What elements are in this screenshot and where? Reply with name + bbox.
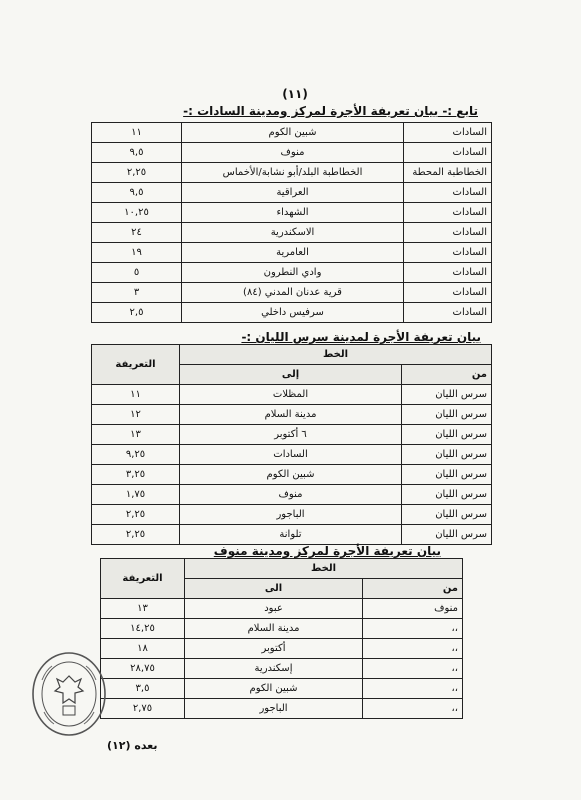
cell-to: العامرية (182, 243, 404, 263)
section3-table (100, 558, 463, 719)
cell-price: ٩,٢٥ (92, 445, 180, 465)
section3-title: بيان تعريفة الأجرة لمركز ومدينة منوف (213, 544, 441, 558)
cell-price: ١١ (92, 123, 182, 143)
cell-price: ٣ (92, 283, 182, 303)
cell-to: منوف (182, 143, 404, 163)
table-row (92, 485, 492, 505)
table-row (101, 679, 463, 699)
cell-from: سرس الليان (402, 485, 492, 505)
cell-price: ١٩ (92, 243, 182, 263)
table-row (101, 659, 463, 679)
cell-from: السادات (404, 283, 492, 303)
cell-to: ٦ أكتوبر (180, 425, 402, 445)
cell-from: ،، (363, 679, 463, 699)
cell-to: عبود (185, 599, 363, 619)
official-seal-icon (30, 650, 108, 738)
cell-from: سرس الليان (402, 405, 492, 425)
cell-to: الباجور (185, 699, 363, 719)
cell-to: تلوانة (180, 525, 402, 545)
cell-price: ٢٤ (92, 223, 182, 243)
header-from: من (363, 579, 463, 599)
cell-from: سرس الليان (402, 465, 492, 485)
cell-from: السادات (404, 183, 492, 203)
cell-from: السادات (404, 263, 492, 283)
section1-title: تابع :- بيان تعريفة الأجرة لمركز ومدينة السادات :- (183, 104, 478, 118)
cell-price: ٢,٢٥ (92, 505, 180, 525)
header-to: الى (185, 579, 363, 599)
header-line: الخط (185, 559, 463, 579)
cell-from: ،، (363, 659, 463, 679)
table-row (92, 243, 492, 263)
cell-to: منوف (180, 485, 402, 505)
cell-price: ٩,٥ (92, 183, 182, 203)
cell-from: سرس الليان (402, 525, 492, 545)
cell-price: ٢,٢٥ (92, 525, 180, 545)
section1-table (91, 122, 492, 323)
cell-price: ٢,٢٥ (92, 163, 182, 183)
header-price: التعريفة (92, 345, 180, 385)
cell-price: ٣,٢٥ (92, 465, 180, 485)
cell-to: أكتوبر (185, 639, 363, 659)
cell-price: ٢,٥ (92, 303, 182, 323)
cell-price: ٢٨,٧٥ (101, 659, 185, 679)
table-row (92, 445, 492, 465)
cell-from: سرس الليان (402, 425, 492, 445)
table-row (92, 223, 492, 243)
section2-table (91, 344, 492, 545)
cell-to: العراقية (182, 183, 404, 203)
cell-to: إسكندرية (185, 659, 363, 679)
cell-from: السادات (404, 123, 492, 143)
cell-from: سرس الليان (402, 505, 492, 525)
cell-from: ،، (363, 619, 463, 639)
footer-continuation: بعده (١٢) (107, 739, 158, 752)
table-row (92, 525, 492, 545)
header-from: من (402, 365, 492, 385)
cell-to: السادات (180, 445, 402, 465)
cell-to: وادي النطرون (182, 263, 404, 283)
table-row (101, 599, 463, 619)
table-row (92, 143, 492, 163)
cell-price: ٥ (92, 263, 182, 283)
table-row (92, 183, 492, 203)
cell-price: ١١ (92, 385, 180, 405)
cell-price: ١٣ (101, 599, 185, 619)
cell-from: ،، (363, 639, 463, 659)
table-row (92, 303, 492, 323)
cell-from: السادات (404, 223, 492, 243)
table-row (92, 505, 492, 525)
cell-from: ،، (363, 699, 463, 719)
cell-from: السادات (404, 303, 492, 323)
cell-from: الخطاطبة المحطة (404, 163, 492, 183)
table-row (92, 123, 492, 143)
cell-to: مدينة السلام (185, 619, 363, 639)
header-to: إلى (180, 365, 402, 385)
cell-price: ١٤,٢٥ (101, 619, 185, 639)
table-row (92, 425, 492, 445)
header-price: التعريفة (101, 559, 185, 599)
table-row (101, 639, 463, 659)
cell-from: سرس الليان (402, 445, 492, 465)
table-row (92, 263, 492, 283)
cell-from: السادات (404, 243, 492, 263)
cell-from: السادات (404, 143, 492, 163)
header-line: الخط (180, 345, 492, 365)
table-row (92, 405, 492, 425)
cell-to: المظلات (180, 385, 402, 405)
cell-price: ١٨ (101, 639, 185, 659)
table-row (92, 465, 492, 485)
table-row (101, 619, 463, 639)
section2-title: بيان تعريفة الأجرة لمدينة سرس الليان :- (241, 330, 481, 344)
cell-to: الخطاطبة البلد/أبو نشابة/الأخماس (182, 163, 404, 183)
cell-to: الشهداء (182, 203, 404, 223)
cell-to: الباجور (180, 505, 402, 525)
table-row (101, 699, 463, 719)
cell-to: شبين الكوم (185, 679, 363, 699)
cell-price: ١٠,٢٥ (92, 203, 182, 223)
cell-to: شبين الكوم (180, 465, 402, 485)
cell-to: قرية عدنان المدني (٨٤) (182, 283, 404, 303)
cell-price: ٩,٥ (92, 143, 182, 163)
cell-to: سرفيس داخلي (182, 303, 404, 323)
cell-from: منوف (363, 599, 463, 619)
cell-price: ٢,٧٥ (101, 699, 185, 719)
cell-to: شبين الكوم (182, 123, 404, 143)
page-number: (١١) (282, 87, 308, 101)
cell-price: ٣,٥ (101, 679, 185, 699)
table-row (92, 163, 492, 183)
cell-to: مدينة السلام (180, 405, 402, 425)
cell-from: سرس الليان (402, 385, 492, 405)
table-row (92, 283, 492, 303)
cell-price: ١٣ (92, 425, 180, 445)
cell-price: ١٢ (92, 405, 180, 425)
cell-to: الاسكندرية (182, 223, 404, 243)
cell-from: السادات (404, 203, 492, 223)
cell-price: ١,٧٥ (92, 485, 180, 505)
table-row (92, 385, 492, 405)
table-row (92, 203, 492, 223)
